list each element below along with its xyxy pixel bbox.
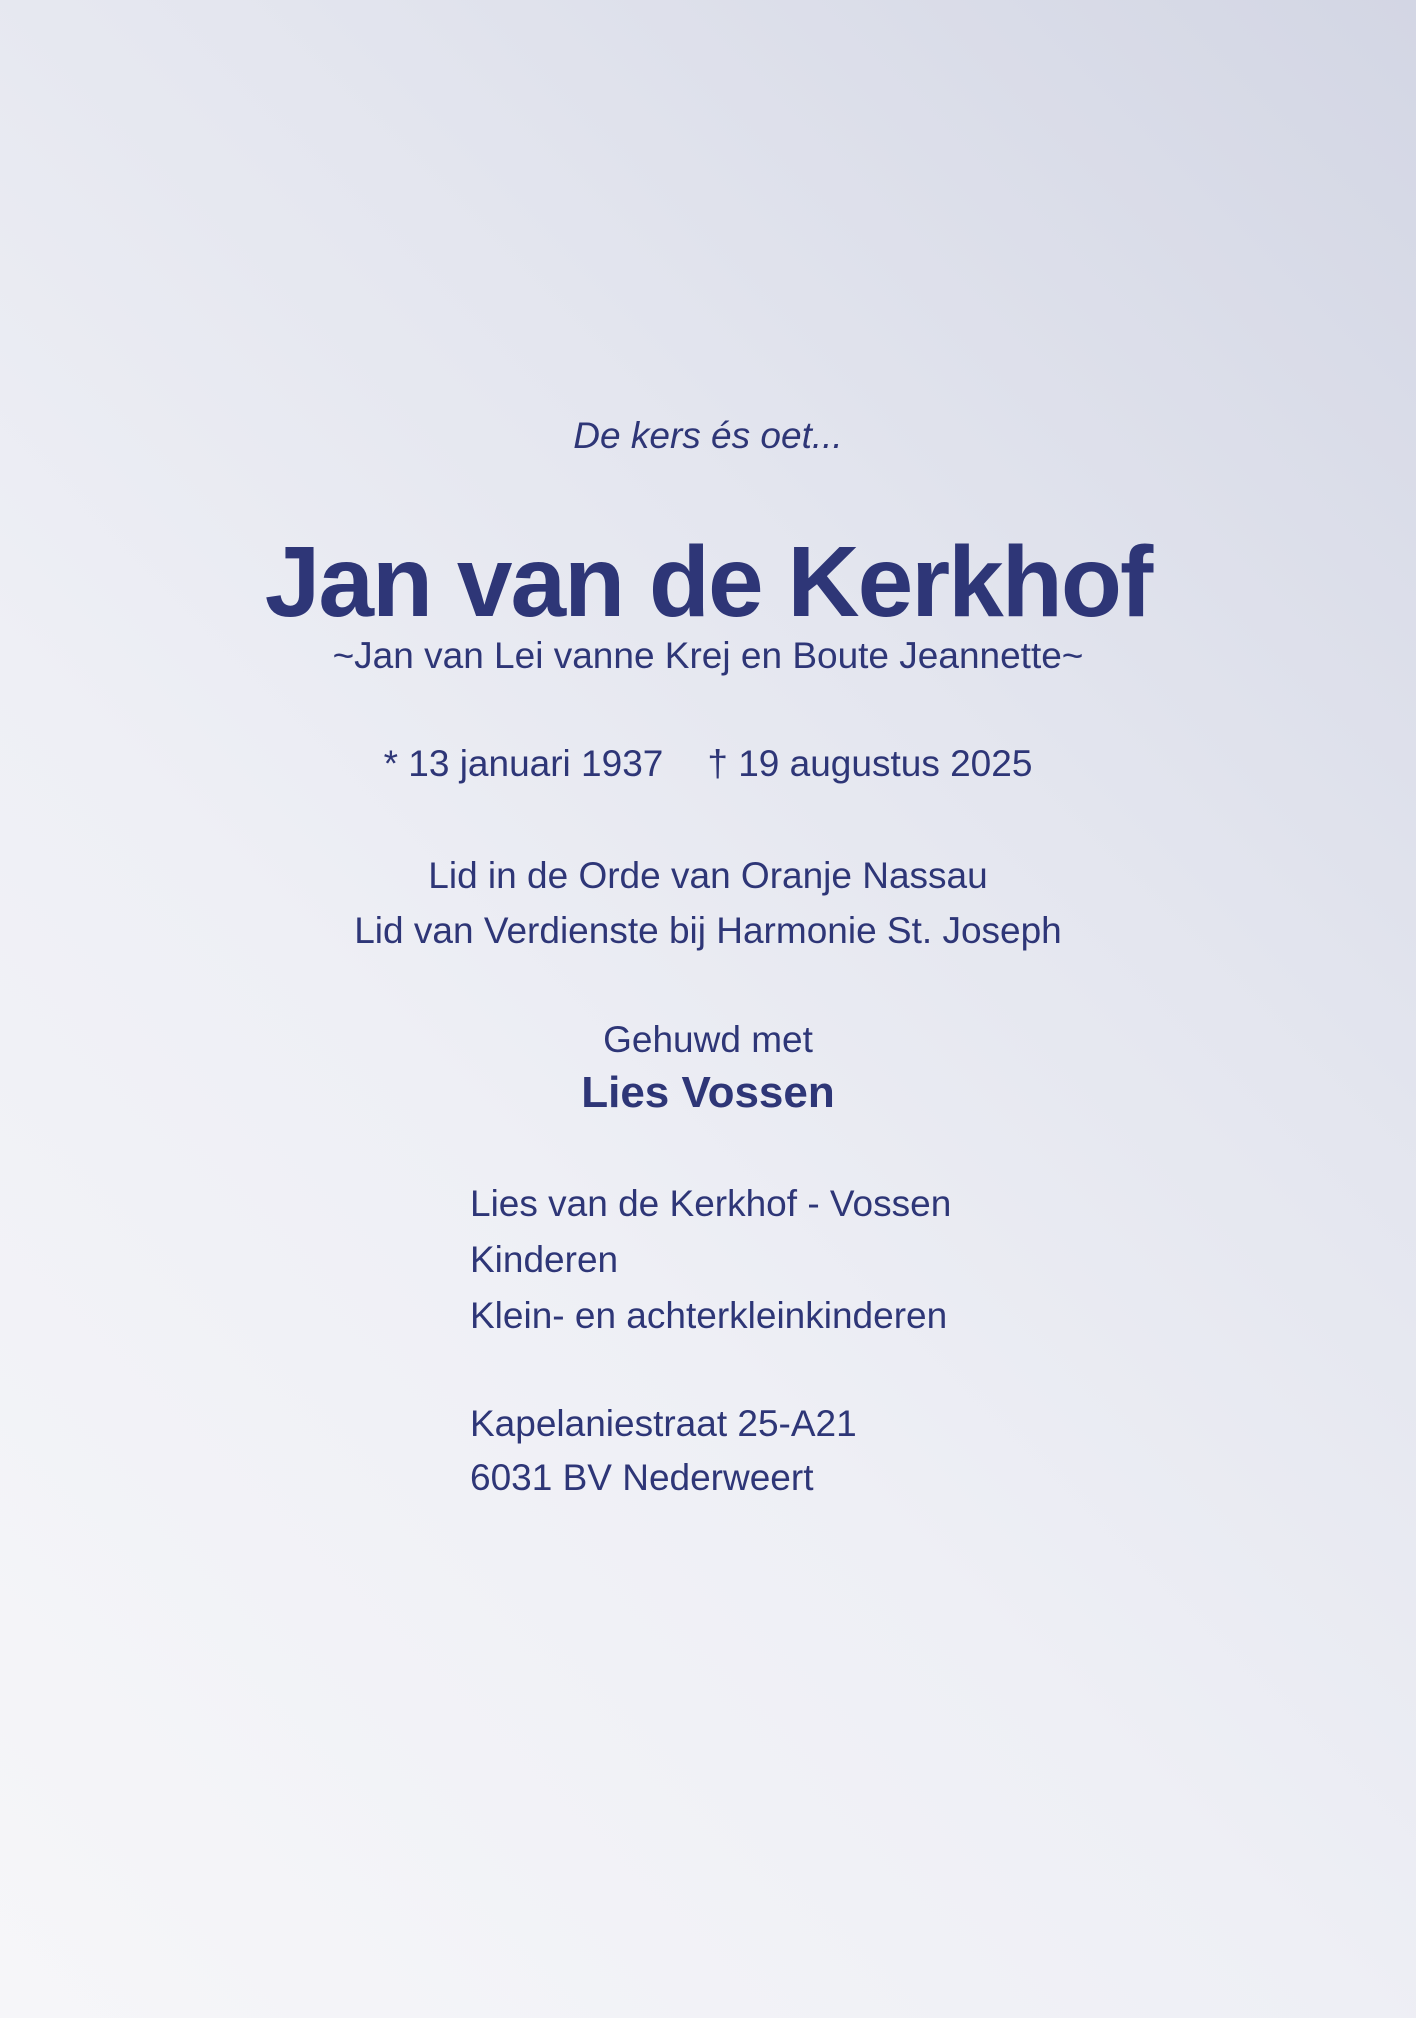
honor-line: Lid in de Orde van Oranje Nassau [428, 855, 988, 896]
life-dates [0, 740, 1416, 788]
address-city: 6031 BV Nederweert [470, 1457, 814, 1498]
honors [0, 848, 1416, 958]
family-line: Lies van de Kerkhof - Vossen [470, 1183, 952, 1224]
spouse-name: Lies Vossen [581, 1068, 835, 1117]
family-line: Kinderen [470, 1239, 619, 1280]
married-label: Gehuwd met [603, 1019, 813, 1060]
address [470, 1397, 857, 1505]
birth-date: * 13 januari 1937 [383, 743, 664, 784]
deceased-nickname: ~Jan van Lei vanne Krej en Boute Jeannette~ [332, 635, 1084, 676]
address-street: Kapelaniestraat 25-A21 [470, 1403, 857, 1444]
death-date: † 19 augustus 2025 [707, 743, 1033, 784]
family-line: Klein- en achterkleinkinderen [470, 1295, 948, 1336]
deceased-name: Jan van de Kerkhof [264, 526, 1152, 638]
honor-line: Lid van Verdienste bij Harmonie St. Joseph [354, 910, 1062, 951]
family-list [470, 1176, 951, 1344]
motto: De kers és oet... [573, 415, 843, 456]
